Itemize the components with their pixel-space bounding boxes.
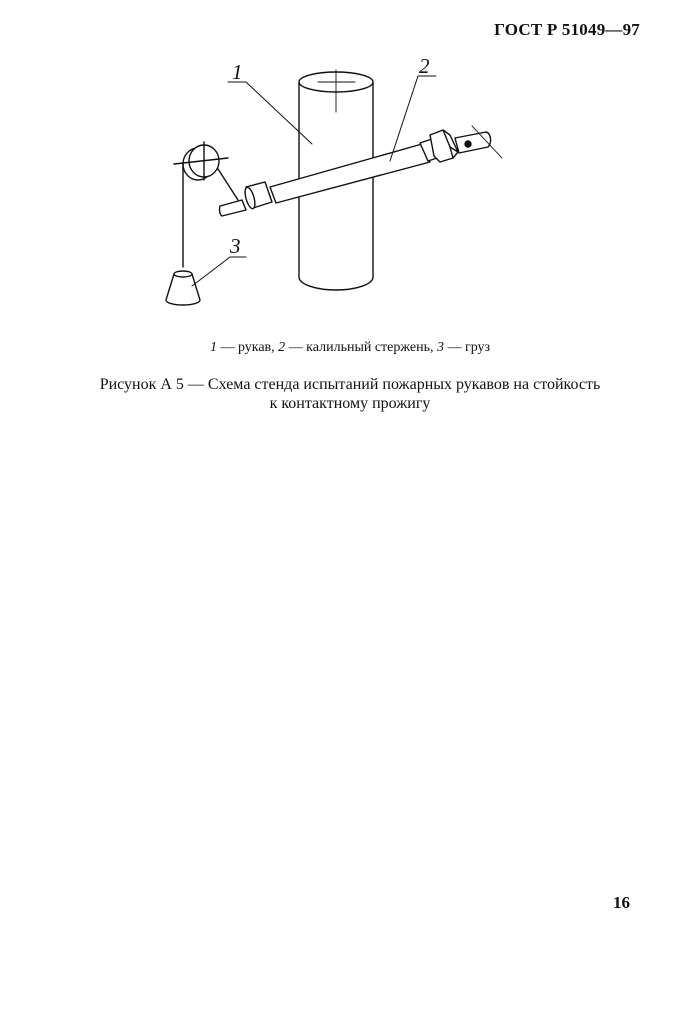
legend-text-3: — груз bbox=[443, 340, 491, 355]
document-code: ГОСТ Р 51049—97 bbox=[494, 20, 640, 39]
heating-rod bbox=[219, 130, 490, 216]
test-stand-figure bbox=[150, 52, 520, 314]
caption-line-2: к контактному прожигу bbox=[269, 395, 431, 412]
callout-2: 2 bbox=[419, 54, 430, 78]
weight bbox=[166, 271, 200, 305]
caption-line-1: Рисунок А 5 — Схема стенда испытаний пожарных рукавов на стойкость bbox=[99, 376, 601, 393]
page-number: 16 bbox=[613, 893, 630, 912]
callout-3: 3 bbox=[230, 234, 241, 258]
figure-legend bbox=[0, 340, 700, 356]
callout-1: 1 bbox=[232, 60, 243, 84]
figure-caption bbox=[0, 375, 700, 413]
legend-num-2: 2 bbox=[278, 340, 286, 355]
legend-num-1: 1 bbox=[209, 340, 217, 355]
legend-text-2: — калильный стержень, bbox=[285, 340, 437, 355]
legend-text-1: — рукав, bbox=[216, 340, 279, 355]
legend-num-3: 3 bbox=[436, 340, 444, 355]
